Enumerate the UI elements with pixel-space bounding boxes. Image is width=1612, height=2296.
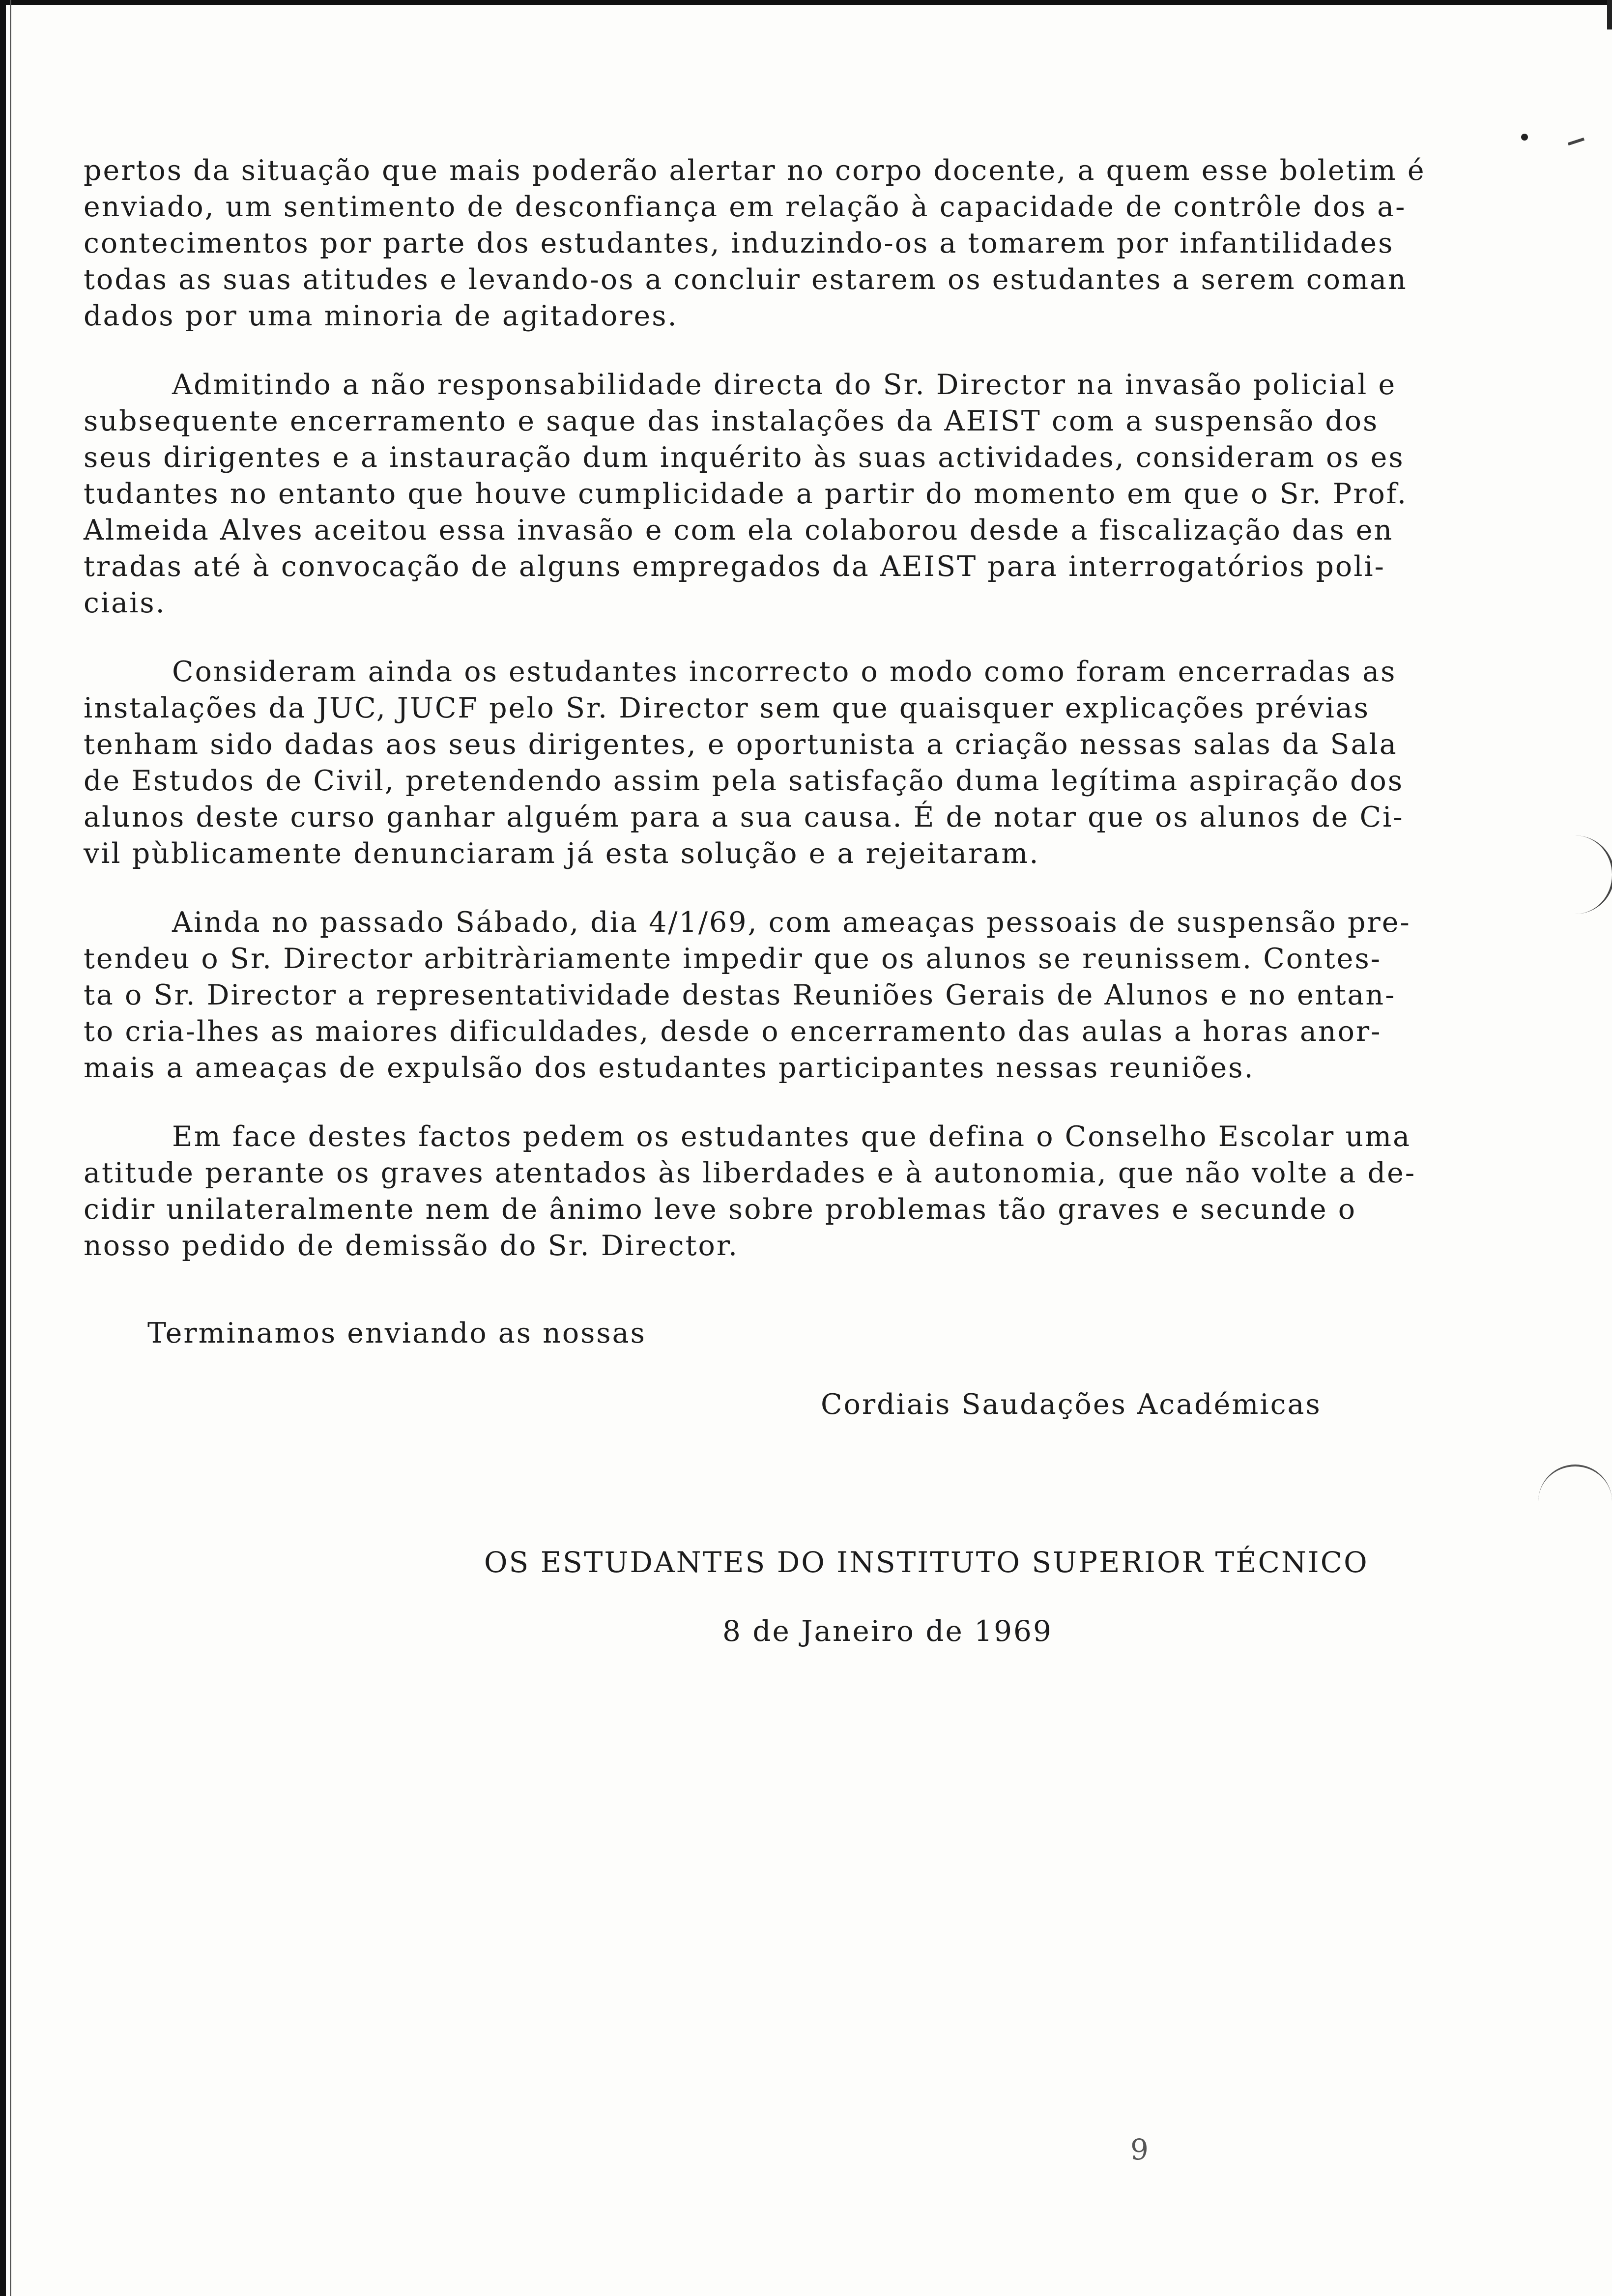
scan-edge-top: [0, 0, 1612, 5]
scan-edge-right: [1607, 0, 1612, 29]
margin-arc: [1538, 1464, 1612, 1525]
signature: OS ESTUDANTES DO INSTITUTO SUPERIOR TÉCNICO: [484, 1546, 1369, 1579]
margin-mark: [1568, 835, 1612, 914]
ink-dash: [1568, 138, 1584, 145]
paragraph-1: pertos da situação que mais poderão alertar no corpo docente, a quem esse boletim é enviado, um sentimento de desconfiança em relação à capacidade de contrôle dos a- contecimentos por parte dos estudantes, induzindo-os a tomarem por infantilidades todas as suas atitudes e levando-os a concluir estarem os estudantes a serem coman dados por uma minoria de agitadores.: [84, 154, 1426, 332]
salutation: Cordiais Saudações Académicas: [821, 1388, 1322, 1421]
paragraph-5: Em face destes factos pedem os estudantes que defina o Conselho Escolar uma atitude perante os graves atentados às liberdades e à autonomia, que não volte a de- cidir unilateralmente nem de ânimo leve sobre problemas tão graves e secunde o nosso pedido de demissão do Sr. Director.: [84, 1120, 1416, 1262]
paragraph-3: Consideram ainda os estudantes incorrecto o modo como foram encerradas as instalações da JUC, JUCF pelo Sr. Director sem que quaisquer explicações prévias tenham sido dadas aos seus dirigentes, e oportunista a criação nessas salas da Sala de Estudos de Civil, pretendendo assim pela satisfação duma legítima aspiração dos alunos deste curso ganhar alguém para a sua causa. É de notar que os alunos de Ci- vil pùblicamente denunciaram já esta solução e a rejeitaram.: [84, 656, 1404, 870]
paragraph-4: Ainda no passado Sábado, dia 4/1/69, com ameaças pessoais de suspensão pre- tendeu o Sr. Director arbitràriamente impedir que os alunos se reunissem. Contes- ta o Sr. Director a representatividade destas Reuniões Gerais de Alunos e no entan- to cria-lhes as maiores dificuldades, desde o encerramento das aulas a horas anor- mais a ameaças de expulsão dos estudantes participantes nessas reuniões.: [84, 906, 1411, 1084]
ink-dot: [1521, 134, 1528, 141]
page-number-mark: 9: [1130, 2133, 1149, 2166]
paragraph-2: Admitindo a não responsabilidade directa do Sr. Director na invasão policial e subsequente encerramento e saque das instalações da AEIST com a suspensão dos seus dirigentes e a instauração dum inquérito às suas actividades, consideram os es tudantes no entanto que houve cumplicidade a partir do momento em que o Sr. Prof. Almeida Alves aceitou essa invasão e com ela colaborou desde a fiscalização das en tradas até à convocação de alguns empregados da AEIST para interrogatórios poli- ciais.: [84, 369, 1408, 619]
letter-date: 8 de Janeiro de 1969: [722, 1614, 1053, 1648]
letter-body: [84, 152, 1499, 1296]
scan-edge-line: [10, 0, 11, 2296]
scan-edge-left: [0, 0, 6, 2296]
closing-line: Terminamos enviando as nossas: [147, 1317, 646, 1349]
